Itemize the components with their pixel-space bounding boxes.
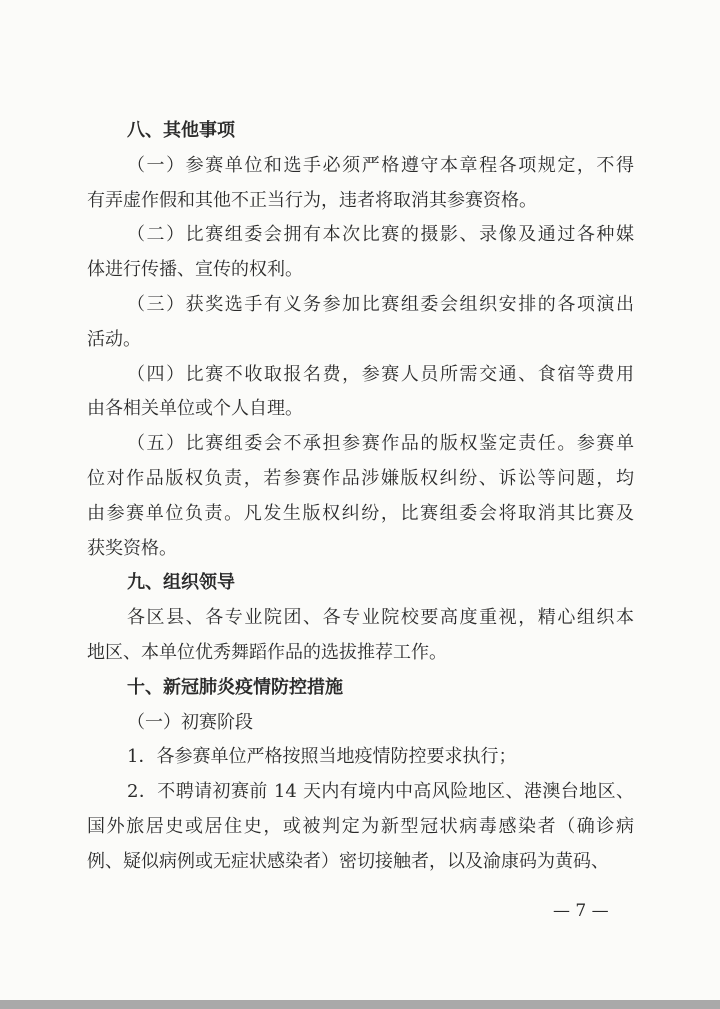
- paragraph-line: 体进行传播、宣传的权利。: [87, 259, 303, 281]
- paragraph-line: （一）参赛单位和选手必须严格遵守本章程各项规定，不得: [127, 154, 634, 176]
- paragraph-line: 2．不聘请初赛前 14 天内有境内中高风险地区、港澳台地区、: [127, 781, 634, 803]
- heading-text: 八、其他事项: [127, 120, 235, 141]
- paragraph-line: 有弄虚作假和其他不正当行为，违者将取消其参赛资格。: [87, 189, 537, 211]
- paragraph: [87, 288, 634, 358]
- paragraph: [87, 358, 634, 428]
- paragraph: [87, 218, 634, 288]
- paragraph-line: 由各相关单位或个人自理。: [87, 398, 303, 420]
- paragraph-line: （五）比赛组委会不承担参赛作品的版权鉴定责任。参赛单: [127, 433, 634, 455]
- paragraph: [87, 775, 634, 879]
- page-number: — 7 —: [553, 901, 609, 921]
- paragraph-line: 国外旅居史或居住史，或被判定为新型冠状病毒感染者（确诊病: [87, 815, 634, 837]
- paragraph-line: 由参赛单位负责。凡发生版权纠纷，比赛组委会将取消其比赛及: [87, 502, 634, 524]
- paragraph-line: （四）比赛不收取报名费，参赛人员所需交通、食宿等费用: [127, 363, 634, 385]
- document-body: [87, 114, 634, 880]
- paragraph-line: 位对作品版权负责，若参赛作品涉嫌版权纠纷、诉讼等问题，均: [87, 467, 634, 489]
- paragraph: [87, 706, 634, 741]
- paragraph-line: 各区县、各专业院团、各专业院校要高度重视，精心组织本: [127, 607, 634, 629]
- section-heading: [87, 114, 634, 149]
- paragraph: [87, 601, 634, 671]
- paragraph-line: 地区、本单位优秀舞蹈作品的选拔推荐工作。: [87, 641, 447, 663]
- paragraph: [87, 740, 634, 775]
- paragraph-line: 活动。: [87, 328, 141, 350]
- paragraph-line: 获奖资格。: [87, 537, 177, 559]
- paragraph-line: （二）比赛组委会拥有本次比赛的摄影、录像及通过各种媒: [127, 224, 634, 246]
- paragraph-line: 1．各参赛单位严格按照当地疫情防控要求执行；: [127, 746, 517, 768]
- heading-text: 九、组织领导: [127, 572, 235, 594]
- paragraph-line: （三）获奖选手有义务参加比赛组委会组织安排的各项演出: [127, 293, 634, 315]
- paragraph-line: 例、疑似病例或无症状感染者）密切接触者，以及渝康码为黄码、: [87, 850, 609, 872]
- paragraph: [87, 149, 634, 219]
- viewer-bottom-bar: [0, 1000, 720, 1009]
- paragraph-line: （一）初赛阶段: [127, 711, 253, 733]
- section-heading: [87, 671, 634, 706]
- heading-text: 十、新冠肺炎疫情防控措施: [127, 676, 343, 698]
- paragraph: [87, 427, 634, 566]
- section-heading: [87, 566, 634, 601]
